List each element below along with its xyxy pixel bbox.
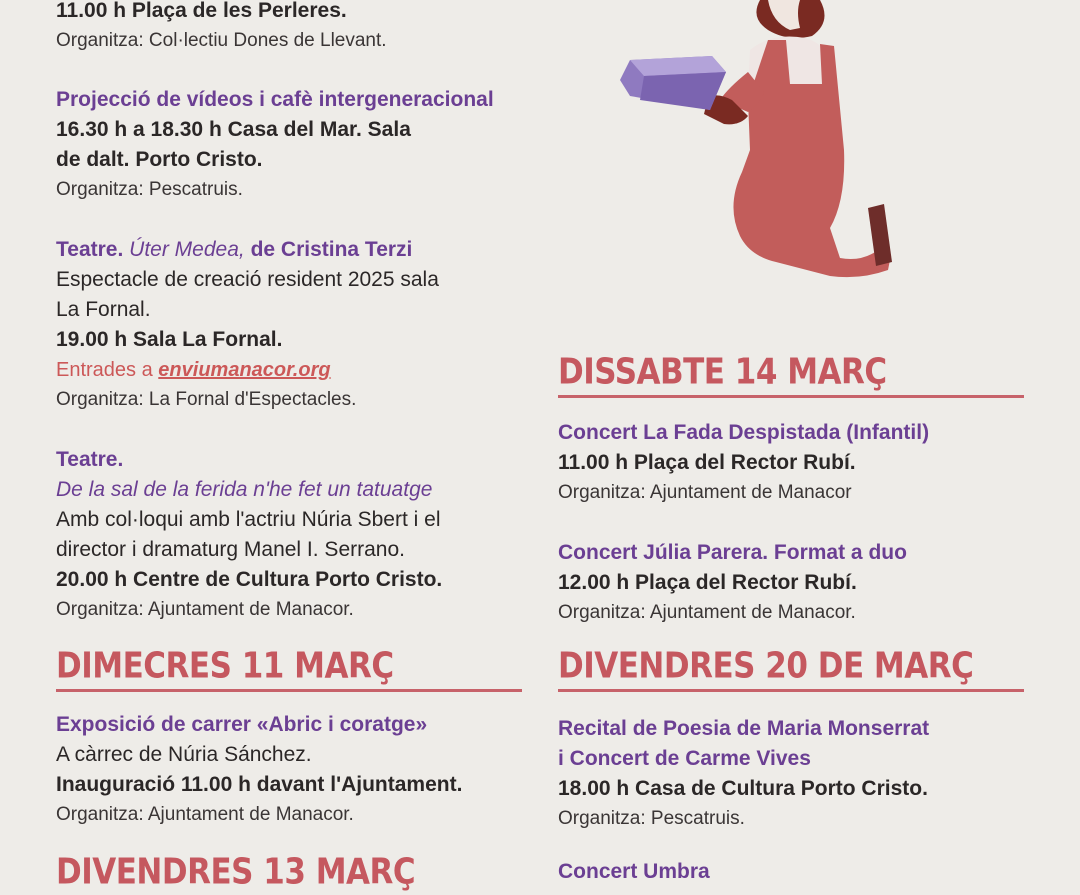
- event-title-author: de Cristina Terzi: [250, 238, 413, 261]
- event-description-cont: La Fornal.: [56, 298, 151, 321]
- tickets-prefix: Entrades a: [56, 359, 153, 381]
- kneeling-figure-illustration: [600, 0, 920, 290]
- event-title: Recital de Poesia de Maria Monserrat: [558, 717, 930, 740]
- purple-brick-icon: [620, 56, 726, 110]
- event-title: Teatre.: [56, 448, 124, 471]
- event-title-cont: i Concert de Carme Vives: [558, 747, 811, 770]
- event-organizer: Organitza: La Fornal d'Espectacles.: [56, 389, 357, 410]
- event-umbra: [558, 857, 710, 887]
- event-title: Concert La Fada Despistada (Infantil): [558, 421, 930, 444]
- event-time: 11.00 h Plaça del Rector Rubí.: [558, 451, 856, 474]
- event-time: 18.00 h Casa de Cultura Porto Cristo.: [558, 777, 928, 800]
- event-title: Concert Umbra: [558, 860, 710, 883]
- event-projeccio: [56, 85, 494, 205]
- event-description: A càrrec de Núria Sánchez.: [56, 743, 312, 766]
- event-description: Espectacle de creació resident 2025 sala: [56, 268, 439, 291]
- event-description: Amb col·loqui amb l'actriu Núria Sbert i el: [56, 508, 441, 531]
- event-time-cont: de dalt. Porto Cristo.: [56, 148, 263, 171]
- tickets-link[interactable]: enviumanacor.org: [158, 359, 331, 381]
- event-title: Concert Júlia Parera. Format a duo: [558, 541, 907, 564]
- event-title: Projecció de vídeos i cafè intergeneracional: [56, 88, 494, 111]
- day-divider: [558, 395, 1024, 398]
- event-organizer: Organitza: Ajuntament de Manacor: [558, 482, 852, 503]
- tickets-info: [56, 355, 439, 385]
- day-divider: [558, 689, 1024, 692]
- event-time: 19.00 h Sala La Fornal.: [56, 328, 283, 351]
- event-organizer: Organitza: Pescatruis.: [558, 808, 745, 829]
- day-heading-divendres-20: DIVENDRES 20 DE MARÇ: [558, 645, 974, 687]
- event-organizer: Organitza: Ajuntament de Manacor.: [56, 599, 354, 620]
- day-heading-dissabte: DISSABTE 14 MARÇ: [558, 351, 887, 393]
- event-time: Inauguració 11.00 h davant l'Ajuntament.: [56, 773, 463, 796]
- event-time: 11.00 h Plaça de les Perleres.: [56, 0, 347, 22]
- event-organizer: Organitza: Col·lectiu Dones de Llevant.: [56, 30, 387, 51]
- event-exposicio: [56, 710, 462, 830]
- day-heading-dimecres: DIMECRES 11 MARÇ: [56, 645, 394, 687]
- event-description-cont: director i dramaturg Manel I. Serrano.: [56, 538, 405, 561]
- event-title: Exposició de carrer «Abric i coratge»: [56, 713, 428, 736]
- event-perleres: [56, 0, 387, 56]
- event-time: 12.00 h Plaça del Rector Rubí.: [558, 571, 857, 594]
- event-julia-parera: [558, 538, 907, 628]
- event-time: 16.30 h a 18.30 h Casa del Mar. Sala: [56, 118, 411, 141]
- event-title-work: Úter Medea,: [129, 238, 245, 261]
- event-organizer: Organitza: Ajuntament de Manacor.: [558, 602, 856, 623]
- event-organizer: Organitza: Pescatruis.: [56, 179, 243, 200]
- event-uter-medea: [56, 235, 439, 415]
- event-title: [56, 235, 439, 265]
- event-organizer: Organitza: Ajuntament de Manacor.: [56, 804, 354, 825]
- event-sal-ferida: [56, 445, 442, 625]
- event-title-work: [56, 475, 442, 505]
- event-title-prefix: Teatre.: [56, 238, 124, 261]
- event-time: 20.00 h Centre de Cultura Porto Cristo.: [56, 568, 443, 591]
- event-fada-despistada: [558, 418, 929, 508]
- day-heading-divendres-13: DIVENDRES 13 MARÇ: [56, 851, 416, 893]
- event-title-work-text: De la sal de la ferida n'he fet un tatuatge: [56, 478, 433, 501]
- event-recital-poesia: [558, 714, 929, 834]
- day-divider: [56, 689, 522, 692]
